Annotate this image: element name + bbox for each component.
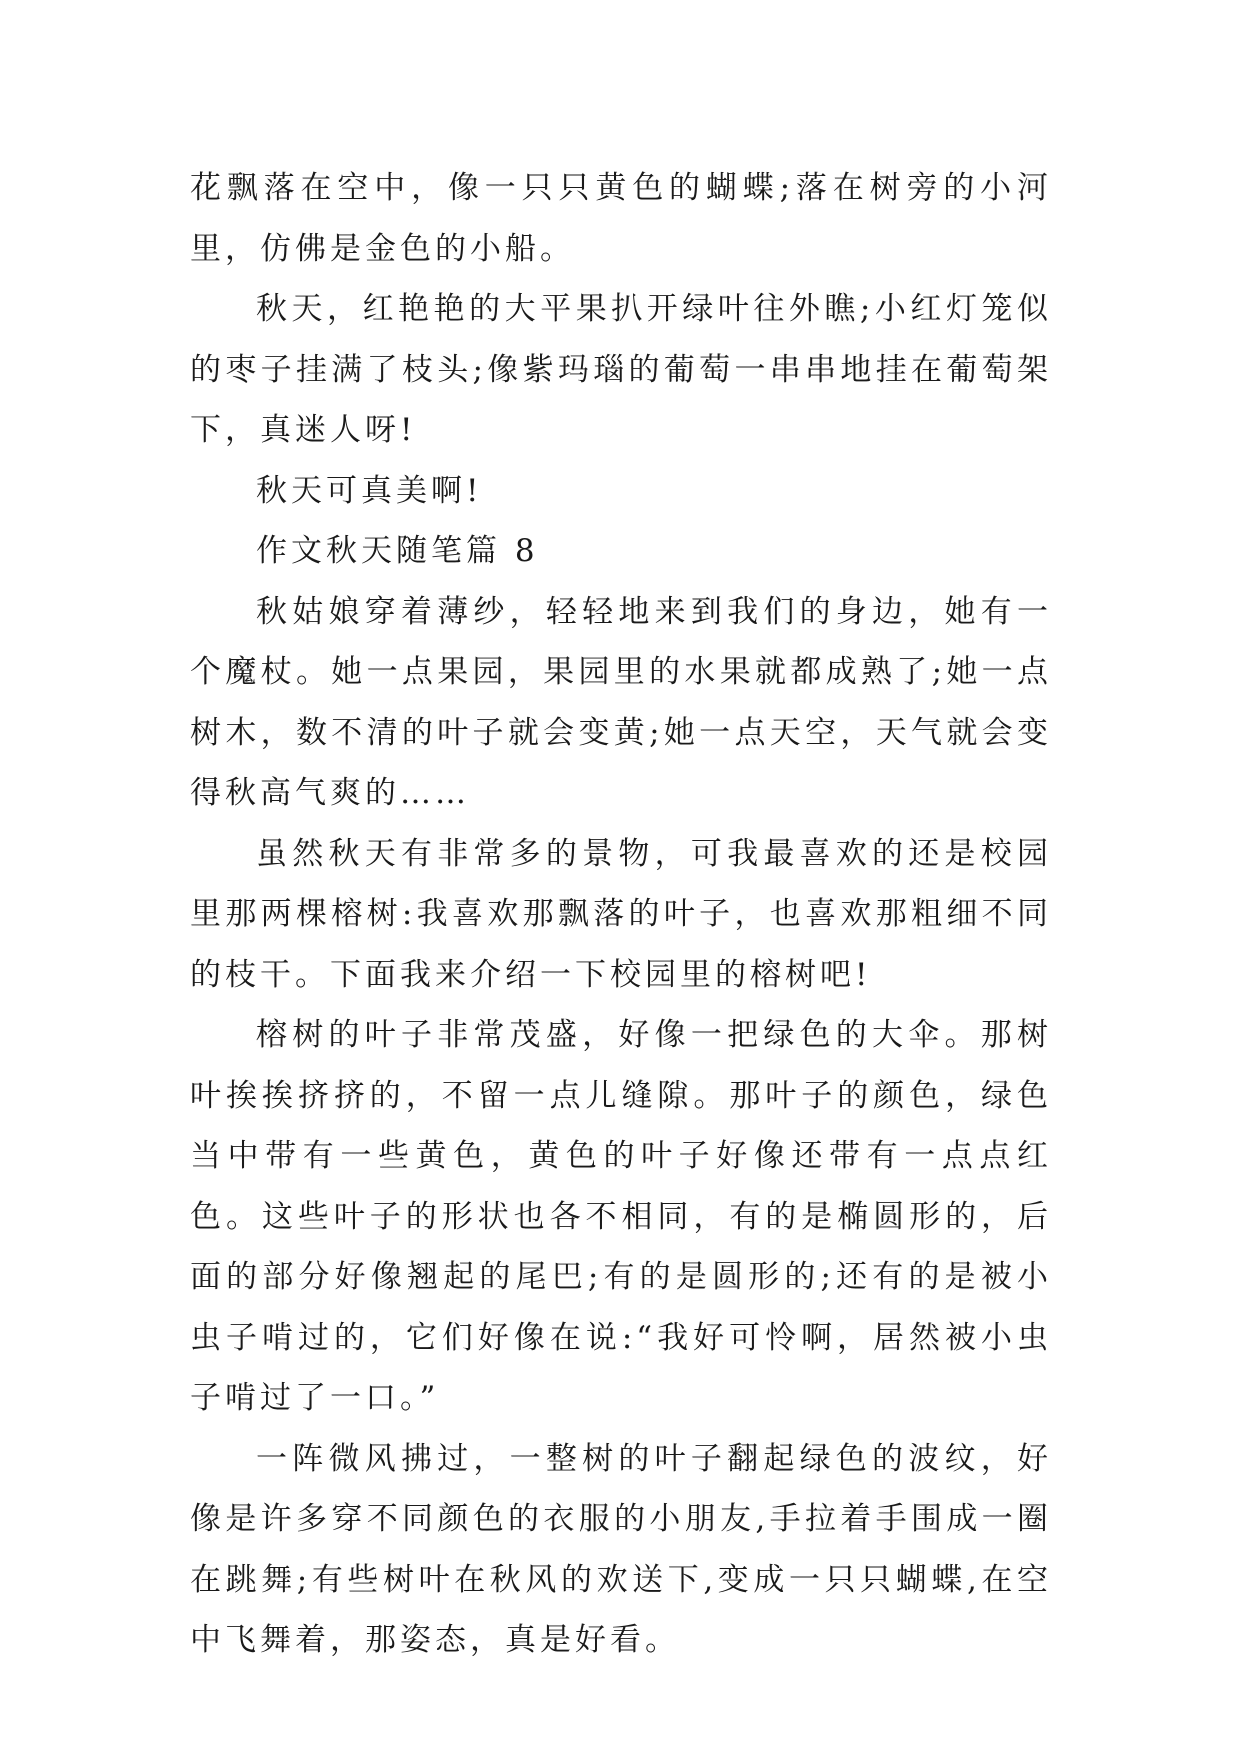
paragraph: 榕树的叶子非常茂盛，好像一把绿色的大伞。那树叶挨挨挤挤的，不留一点儿缝隙。那叶子的颜色，绿色当中带有一些黄色，黄色的叶子好像还带有一点点红色。这些叶子的形状也各不相同，有的是椭圆形的，后面的部分好像翘起的尾巴;有的是圆形的;还有的是被小虫子啃过的，它们好像在说:“我好可怜啊，居然被小虫子啃过了一口。” (190, 1017, 1052, 1416)
paragraph: 秋天，红艳艳的大平果扒开绿叶往外瞧;小红灯笼似的枣子挂满了枝头;像紫玛瑙的葡萄一串串地挂在葡萄架下，真迷人呀! (190, 291, 1052, 448)
paragraph: 秋天可真美啊! (256, 472, 483, 509)
paragraph: 虽然秋天有非常多的景物，可我最喜欢的还是校园里那两棵榕树:我喜欢那飘落的叶子，也喜欢那粗细不同的枝干。下面我来介绍一下校园里的榕树吧! (190, 835, 1052, 993)
paragraph: 一阵微风拂过，一整树的叶子翻起绿色的波纹，好像是许多穿不同颜色的衣服的小朋友,手拉着手围成一圈在跳舞;有些树叶在秋风的欢送下,变成一只只蝴蝶,在空中飞舞着，那姿态，真是好看。 (190, 1440, 1052, 1658)
section-heading: 作文秋天随笔篇 8 (256, 533, 539, 569)
paragraph: 秋姑娘穿着薄纱，轻轻地来到我们的身边，她有一个魔杖。她一点果园，果园里的水果就都成熟了;她一点树木，数不清的叶子就会变黄;她一点天空，天气就会变得秋高气爽的…… (190, 593, 1052, 811)
paragraph-continued: 花飘落在空中，像一只只黄色的蝴蝶;落在树旁的小河里，仿佛是金色的小船。 (190, 170, 1052, 267)
document-body (190, 158, 1052, 1671)
